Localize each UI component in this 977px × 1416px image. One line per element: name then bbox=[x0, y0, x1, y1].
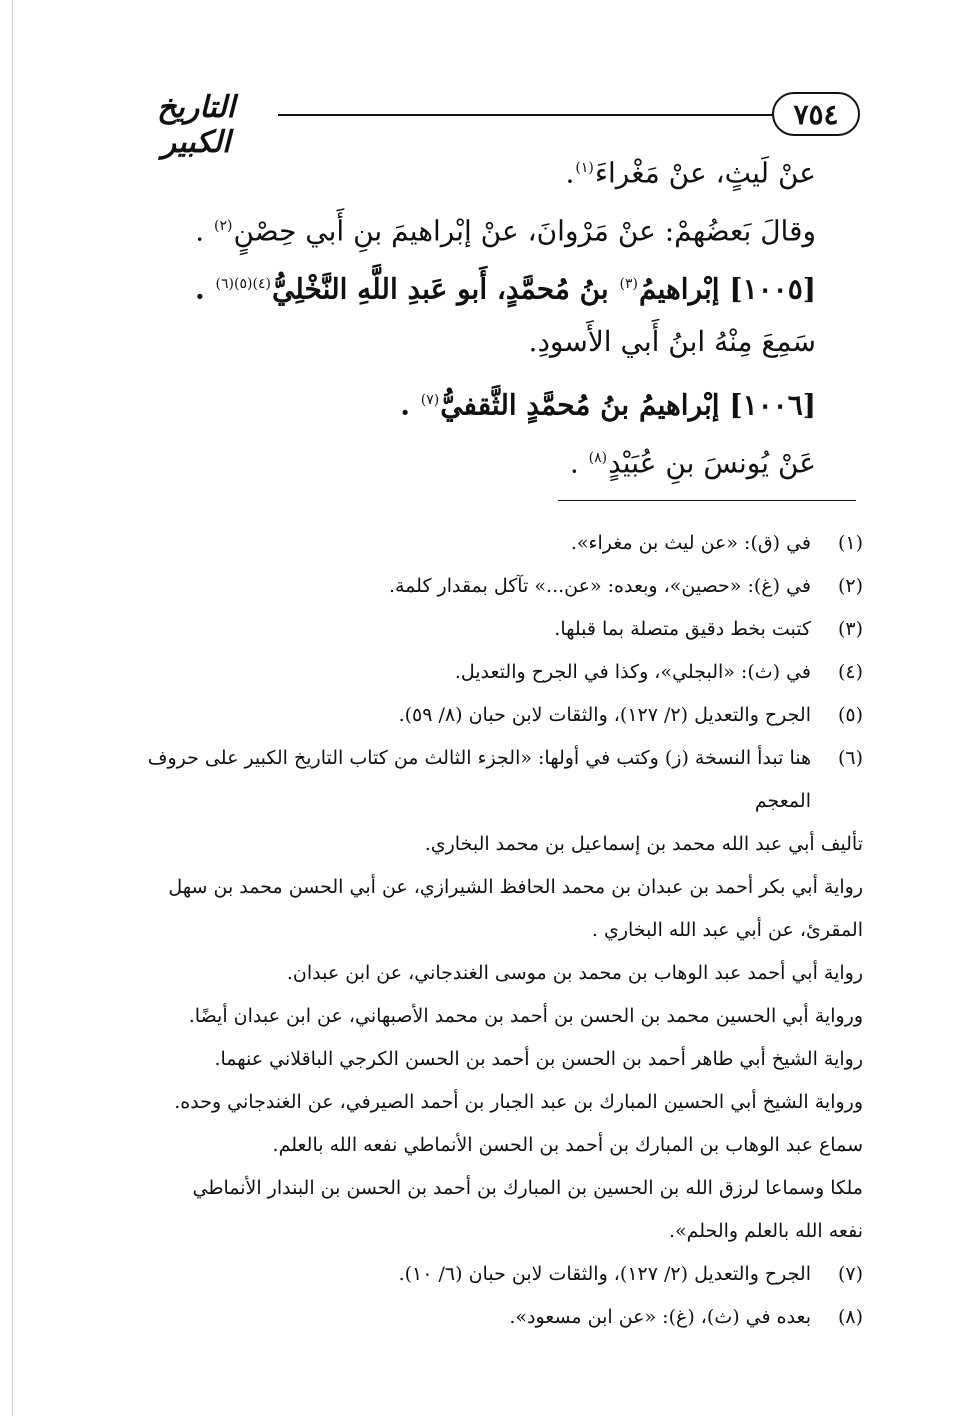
footnote-5 bbox=[118, 694, 863, 737]
footnote-6-continuation bbox=[118, 823, 863, 1253]
entry-heading-1006 bbox=[140, 382, 816, 440]
footnote-ref: (٧) bbox=[420, 392, 440, 408]
entry-heading-1005 bbox=[140, 266, 816, 324]
footnote-number: (٨) bbox=[837, 1306, 863, 1328]
footnote-2 bbox=[118, 565, 863, 608]
page-edge bbox=[12, 0, 13, 1416]
header-rule bbox=[278, 114, 772, 116]
main-line-tail: . bbox=[195, 214, 214, 248]
entry-name: إبْراهيمُ bbox=[638, 272, 720, 306]
footnote-1 bbox=[118, 522, 863, 565]
footnote-3 bbox=[118, 608, 863, 651]
main-text bbox=[140, 150, 816, 498]
footnote-ref: (٢) bbox=[214, 218, 233, 234]
footnote-text: رواية أبي أحمد عبد الوهاب بن محمد بن موسى الغندجاني، عن ابن عبدان. bbox=[286, 962, 863, 984]
footnote-text: الجرح والتعديل (٢/ ١٢٧)، والثقات لابن حبان (٦/ ١٠). bbox=[398, 1263, 811, 1285]
footnote-number: (٧) bbox=[837, 1263, 863, 1285]
footnote-text: ملكا وسماعا لرزق الله بن الحسين بن المبارك بن أحمد بن الحسن بن البندار الأنماطي bbox=[192, 1177, 863, 1199]
main-line-text: وقالَ بَعضُهمْ: عنْ مَرْوانَ، عنْ إبْراهيمَ بنِ أَبي حِصْنٍ bbox=[233, 214, 816, 248]
footnote-4 bbox=[118, 651, 863, 694]
footnote-ref: (٨) bbox=[588, 450, 608, 466]
footnote-number: (٦) bbox=[837, 747, 863, 769]
footnote-text: رواية أبي بكر أحمد بن عبدان بن محمد الحافظ الشيرازي، عن أبي الحسن محمد بن سهل bbox=[168, 876, 863, 898]
footnote-text: هنا تبدأ النسخة (ز) وكتب في أولها: «الجزء الثالث من كتاب التاريخ الكبير على حروف bbox=[147, 747, 811, 769]
footnote-text: بعده في (ث)، (غ): «عن ابن مسعود». bbox=[509, 1306, 811, 1328]
main-line bbox=[140, 324, 816, 382]
book-title: التاريخ الكبير bbox=[157, 90, 235, 160]
footnote-text: كتبت بخط دقيق متصلة بما قبلها. bbox=[554, 618, 811, 640]
entry-name-rest: بنُ مُحمَّدٍ، أَبو عَبدِ اللَّهِ النَّخْلِيُّ bbox=[271, 272, 619, 306]
main-line-tail: . bbox=[195, 272, 215, 306]
footnote-text: في (غ): «حصين»، وبعده: «عن...» تآكل بمقدار كلمة. bbox=[388, 575, 811, 597]
footnote-number: (٣) bbox=[837, 618, 863, 640]
main-line-tail: . bbox=[569, 446, 588, 480]
footnote-6 bbox=[118, 737, 863, 823]
main-line-text: سَمِعَ مِنْهُ ابنُ أَبي الأَسودِ. bbox=[528, 325, 816, 358]
footnote-text: رواية الشيخ أبي طاهر أحمد بن الحسن بن أحمد بن الحسن الكرجي الباقلاني عنهما. bbox=[214, 1048, 863, 1070]
footnote-separator bbox=[558, 500, 856, 501]
entry-number: [١٠٠٥] bbox=[719, 272, 816, 306]
main-line bbox=[140, 208, 816, 266]
footnote-text: في (ق): «عن ليث بن مغراء». bbox=[570, 532, 811, 554]
main-line-tail: . bbox=[400, 388, 420, 422]
main-line bbox=[140, 440, 816, 498]
footnote-ref: (٤)(٥)(٦) bbox=[215, 276, 271, 292]
footnote-text: في (ث): «البجلي»، وكذا في الجرح والتعديل. bbox=[454, 661, 811, 683]
page-number: ٧٥٤ bbox=[772, 92, 860, 136]
footnote-8 bbox=[118, 1296, 863, 1339]
footnote-text: المقرئ، عن أبي عبد الله البخاري . bbox=[591, 919, 863, 941]
main-line-text: عَنْ يُونسَ بنِ عُبَيْدٍ bbox=[608, 446, 816, 480]
footnote-text: نفعه الله بالعلم والحلم». bbox=[669, 1220, 863, 1242]
footnote-text: الجرح والتعديل (٢/ ١٢٧)، والثقات لابن حبان (٨/ ٥٩). bbox=[398, 704, 811, 726]
footnote-number: (١) bbox=[837, 532, 863, 554]
footnote-number: (٤) bbox=[837, 661, 863, 683]
entry-name: إبْراهيمُ بنُ مُحمَّدٍ الثَّقفيُّ bbox=[440, 388, 720, 422]
running-header bbox=[120, 88, 860, 160]
footnote-text: تأليف أبي عبد الله محمد بن إسماعيل بن محمد البخاري. bbox=[424, 833, 863, 855]
footnote-7 bbox=[118, 1253, 863, 1296]
footnote-number: (٥) bbox=[837, 704, 863, 726]
footnote-text: ورواية الشيخ أبي الحسين المبارك بن عبد الجبار بن أحمد الصيرفي، عن الغندجاني وحده. bbox=[174, 1091, 863, 1113]
footnotes bbox=[118, 522, 863, 1339]
footnote-text: سماع عبد الوهاب بن المبارك بن أحمد بن الحسن الأنماطي نفعه الله بالعلم. bbox=[272, 1134, 863, 1156]
main-line-text: عنْ لَيثٍ، عنْ مَغْراءَ bbox=[594, 156, 816, 190]
main-line bbox=[140, 150, 816, 208]
page-edge-bottom bbox=[12, 1372, 13, 1416]
main-line-tail: . bbox=[565, 156, 575, 190]
footnote-text: ورواية أبي الحسين محمد بن الحسن بن أحمد بن محمد الأصبهاني، عن ابن عبدان أيضًا. bbox=[188, 1005, 863, 1027]
entry-number: [١٠٠٦] bbox=[719, 388, 816, 422]
footnote-ref: (٣) bbox=[619, 276, 638, 292]
footnote-text: المعجم bbox=[754, 790, 811, 812]
footnote-ref: (١) bbox=[575, 160, 594, 176]
footnote-number: (٢) bbox=[837, 575, 863, 597]
